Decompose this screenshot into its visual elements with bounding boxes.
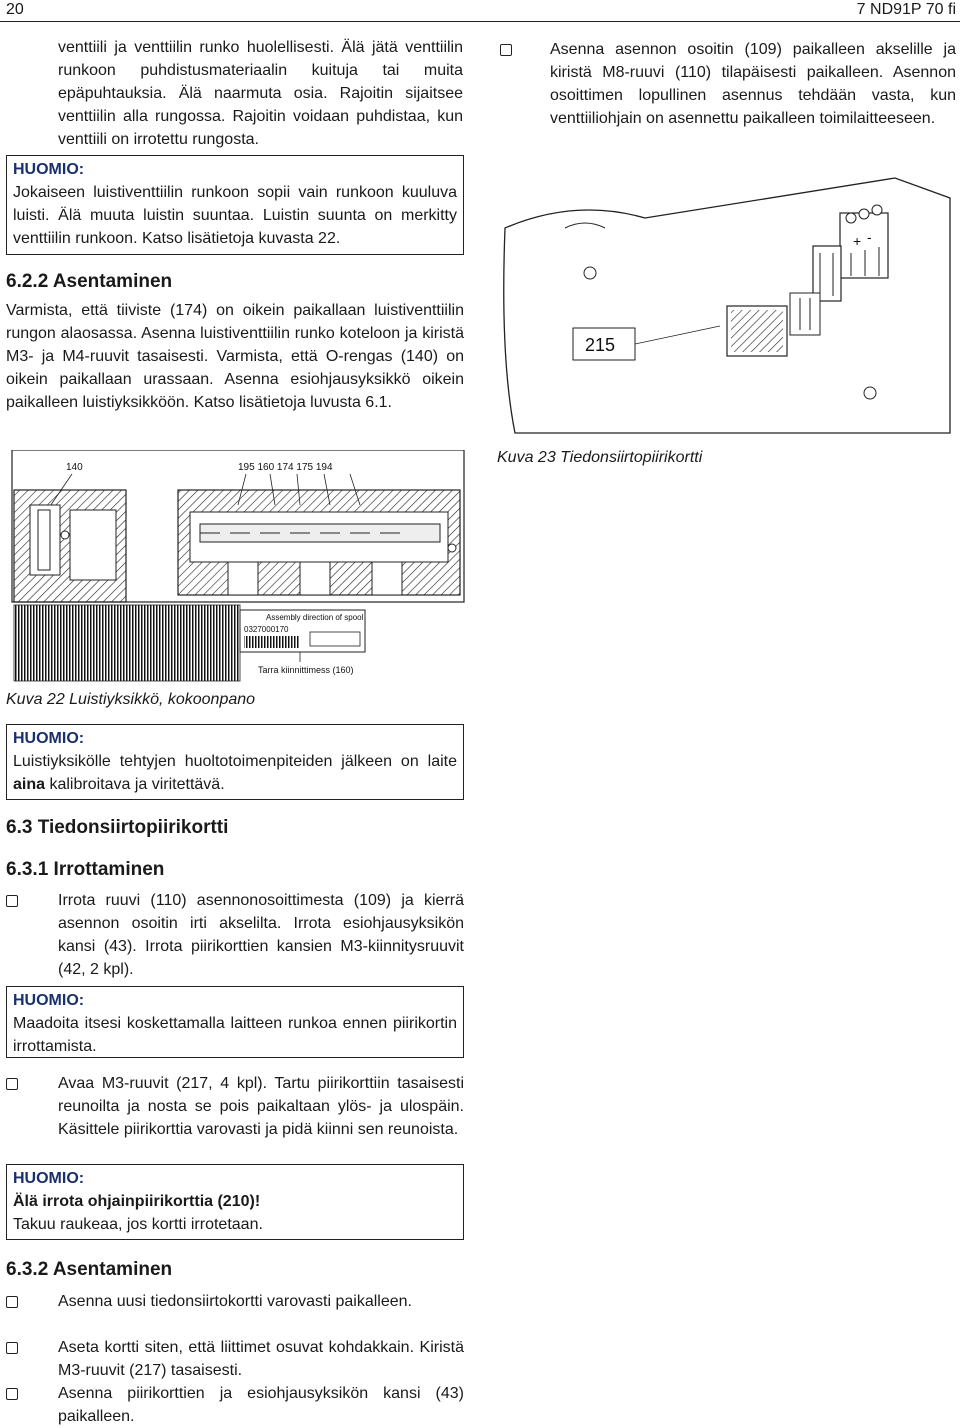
plus-sign: + xyxy=(853,233,862,249)
header-rule xyxy=(0,21,960,22)
checkbox-bullet xyxy=(6,1342,18,1354)
heading-6-3-2: 6.3.2 Asentaminen xyxy=(6,1259,173,1280)
figure-22-caption: Kuva 22 Luistiyksikkö, kokoonpano xyxy=(6,691,256,708)
note-text: Maadoita itsesi koskettamalla laitteen runkoa ennen piirikortin irrottamista. xyxy=(13,1015,457,1055)
emphasis-word: aina xyxy=(13,776,46,793)
bullet-6-3-1-b: Avaa M3-ruuvit (217, 4 kpl). Tartu piirikorttiin tasaisesti reunoilta ja nosta se pois paikaltaan ylös- ja ulospäin. Käsittele piirikorttia varovasti ja pidä kiinni sen reunoista. xyxy=(58,1075,464,1138)
document-code: 7 ND91P 70 fi xyxy=(856,1,956,18)
warning-text: Älä irrota ohjainpiirikorttia (210)! xyxy=(13,1193,261,1210)
note-box-3 xyxy=(6,986,464,1058)
page-number: 20 xyxy=(6,1,24,18)
note-text: Takuu raukeaa, jos kortti irrotetaan. xyxy=(13,1216,263,1233)
label-215: 215 xyxy=(585,335,616,355)
part-code: 0327000170 xyxy=(244,625,289,634)
heading-6-3: 6.3 Tiedonsiirtopiirikortti xyxy=(6,817,229,838)
intro-paragraph: venttiili ja venttiilin runko huolellisesti. Älä jätä venttiilin runkoon puhdistusmateriaalin kuituja tai muita epäpuhtauksia. Älä naarmuta osia. Rajoitin sijaitsee venttiilin alla rungossa. Rajoitin voidaan puhdistaa, kun venttiili on irrotettu rungosta. xyxy=(58,39,463,148)
paragraph-6-2-2: Varmista, että tiiviste (174) on oikein paikallaan luistiventtiilin rungon alaosassa. Asenna luistiventtiilin runko koteloon ja kiristä M3- ja M4-ruuvit tasaisesti. Varmista, että O-rengas (140) on oikein paikallaan urassaan. Asenna esiohjausyksikkö oikein paikalleen luistiyksikköön. Katso lisätietoja luvusta 6.1. xyxy=(6,302,464,411)
figure-23-caption: Kuva 23 Tiedonsiirtopiirikortti xyxy=(497,449,703,466)
bullet-6-3-2-b: Aseta kortti siten, että liittimet osuvat kohdakkain. Kiristä M3-ruuvit (217) tasaisesti. xyxy=(58,1339,464,1379)
heading-6-2-2: 6.2.2 Asentaminen xyxy=(6,271,173,292)
note-title: HUOMIO: xyxy=(13,730,85,747)
bullet-6-3-2-c: Asenna piirikorttien ja esiohjausyksikön kansi (43) paikalleen. xyxy=(58,1385,464,1425)
note-text: Jokaiseen luistiventtiilin runkoon sopii vain runkoon kuuluva luisti. Älä muuta luistin suuntaa. Luistin suunta on merkitty venttiilin runkoon. Katso lisätietoja kuvasta 22. xyxy=(13,184,457,247)
note-box-1 xyxy=(6,155,464,255)
note-box-4 xyxy=(6,1164,464,1240)
note-text: Luistiyksikölle tehtyjen huoltotoimenpiteiden jälkeen on laite aina kalibroitava ja viritettävä. xyxy=(13,753,457,793)
bullet-6-3-2-a: Asenna uusi tiedonsiirtokortti varovasti paikalleen. xyxy=(58,1293,412,1310)
tarra-label: Tarra kiinnittimess (160) xyxy=(258,665,354,675)
checkbox-bullet xyxy=(6,1388,18,1400)
checkbox-bullet xyxy=(6,895,18,907)
heading-6-3-1: 6.3.1 Irrottaminen xyxy=(6,859,165,880)
note-title: HUOMIO: xyxy=(13,161,85,178)
figure-22-spool-assembly xyxy=(0,450,470,690)
minus-sign: - xyxy=(867,229,872,245)
note-box-2 xyxy=(6,724,464,800)
note-title: HUOMIO: xyxy=(13,1170,85,1187)
label-195-group: 195 160 174 175 194 xyxy=(238,462,333,473)
checkbox-bullet xyxy=(500,44,512,56)
checkbox-bullet xyxy=(6,1296,18,1308)
bullet-right-1: Asenna asennon osoitin (109) paikalleen akselille ja kiristä M8-ruuvi (110) tilapäisesti paikalleen. Asennon osoittimen lopullinen asennus tehdään vasta, kun venttiiliohjain on asennettu paikalleen toimilaitteeseen. xyxy=(550,41,956,127)
label-140: 140 xyxy=(66,462,83,473)
bullet-6-3-1-a: Irrota ruuvi (110) asennonosoittimesta (109) ja kierrä asennon osoitin irti akselilta. Irrota esiohjausyksikön kansi (43). Irrota piirikorttien kansien M3-kiinnitysruuvit (42, 2 kpl). xyxy=(58,892,464,978)
note-title: HUOMIO: xyxy=(13,992,85,1009)
checkbox-bullet xyxy=(6,1078,18,1090)
assembly-direction-text: Assembly direction of spool xyxy=(266,613,364,622)
figure-23-communication-board xyxy=(495,158,955,438)
